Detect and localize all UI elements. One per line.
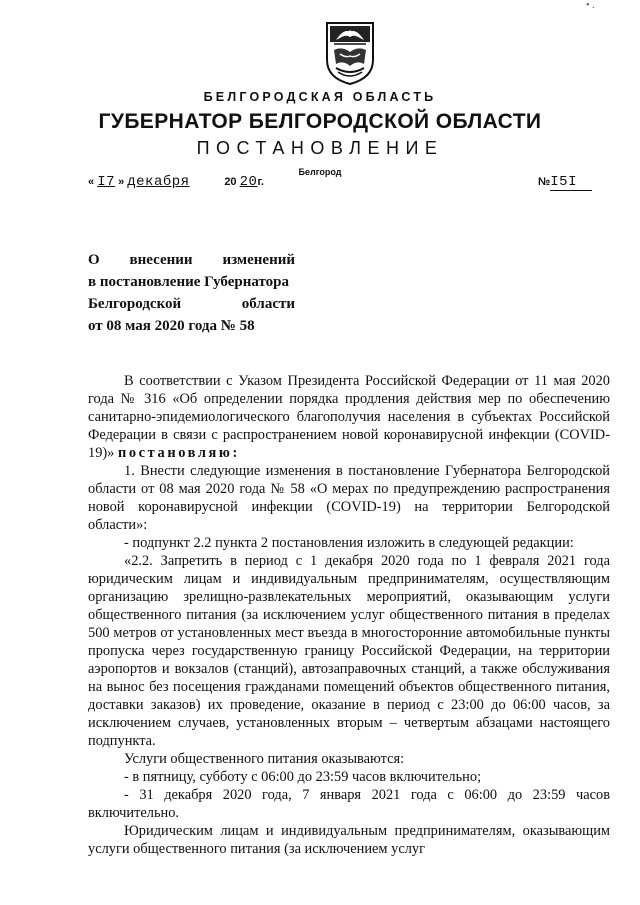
body-paragraph-3: «2.2. Запретить в период с 1 декабря 2020 года по 1 февраля 2021 года юридическим лицам и индивидуальным предпринимателям, осуществляющим организацию зрелищно-развлекательных мероприятий, оказывающим услуги общественного питания (за исключением услуг общественного питания в пределах 500 метров от установленных мест въезда в многосторонние автомобильные пункты пропуска через государственную границу Российской Федерации, на территории аэропортов и вокзалов (станций), автозаправочных станций, а также обслуживания на вынос без посещения гражданами помещений объектов общественного питания, доставки заказов) их проведение, оказание в период с 23:00 до 06:00 часов, за исключением случаев, установленных вторым – четвертым абзацами настоящего подпункта. xyxy=(88,553,610,749)
date-year-prefix: 20 xyxy=(224,176,237,188)
date-year-unit: г. xyxy=(257,176,264,188)
body-paragraph-6: - 31 декабря 2020 года, 7 января 2021 года с 06:00 до 23:59 часов включительно. xyxy=(88,787,610,821)
number-value: I5I xyxy=(550,174,577,190)
date-close-quote: » xyxy=(118,176,125,188)
corner-mark: • . xyxy=(586,0,595,11)
subject-word: от 08 мая 2020 года № 58 xyxy=(88,318,255,334)
city-name: Белгород xyxy=(298,167,342,177)
coat-of-arms-icon xyxy=(324,20,376,86)
document-subject xyxy=(88,249,295,337)
body-paragraph-1: 1. Внести следующие изменения в постановление Губернатора Белгородской области от 08 мая 2020 года № 58 «О мерах по предупреждению распространения новой коронавирусной инфекции (COVID-19) на территории Белгородской области»: xyxy=(88,463,610,533)
body-paragraph-5: - в пятницу, субботу с 06:00 до 23:59 часов включительно; xyxy=(124,769,482,785)
decree-word: постановляю: xyxy=(118,445,240,461)
date-open-quote: « xyxy=(88,176,95,188)
body-paragraph-4: Услуги общественного питания оказываются: xyxy=(124,751,405,767)
preamble-text: В соответствии с Указом Президента Российской Федерации от 11 мая 2020 года № 316 «Об определении порядка продления действия мер по обеспечению санитарно-эпидемиологического благополучия населения в субъектах Российской Федерации в связи с распространением новой коронавирусной инфекции (COVID-19)» xyxy=(88,373,610,461)
document-body xyxy=(88,372,610,858)
governor-title: ГУБЕРНАТОР БЕЛГОРОДСКОЙ ОБЛАСТИ xyxy=(98,110,542,133)
date-day: I7 xyxy=(97,174,115,190)
body-paragraph-7: Юридическим лицам и индивидуальным предпринимателям, оказывающим услуги общественного питания (за исключением услуг xyxy=(88,823,610,857)
subject-line xyxy=(88,271,295,293)
subject-word: О xyxy=(88,252,100,268)
subject-word: внесении xyxy=(129,252,193,268)
document-date xyxy=(88,174,264,190)
date-month: декабря xyxy=(127,174,190,190)
subject-line xyxy=(88,315,295,337)
document-number xyxy=(538,174,592,191)
subject-word: области xyxy=(241,296,295,312)
subject-word: Белгородской xyxy=(88,296,182,312)
region-name: БЕЛГОРОДСКАЯ ОБЛАСТЬ xyxy=(203,90,437,104)
date-year-suffix: 20 xyxy=(239,174,258,190)
subject-word: в постановление Губернатора xyxy=(88,274,289,290)
subject-line xyxy=(88,249,295,271)
subject-word: изменений xyxy=(222,252,295,268)
body-paragraph-preamble xyxy=(88,372,610,462)
subject-line xyxy=(88,293,295,315)
document-type: ПОСТАНОВЛЕНИЕ xyxy=(196,138,444,158)
number-sign: № xyxy=(538,176,551,188)
body-paragraph-2: - подпункт 2.2 пункта 2 постановления изложить в следующей редакции: xyxy=(124,535,574,551)
